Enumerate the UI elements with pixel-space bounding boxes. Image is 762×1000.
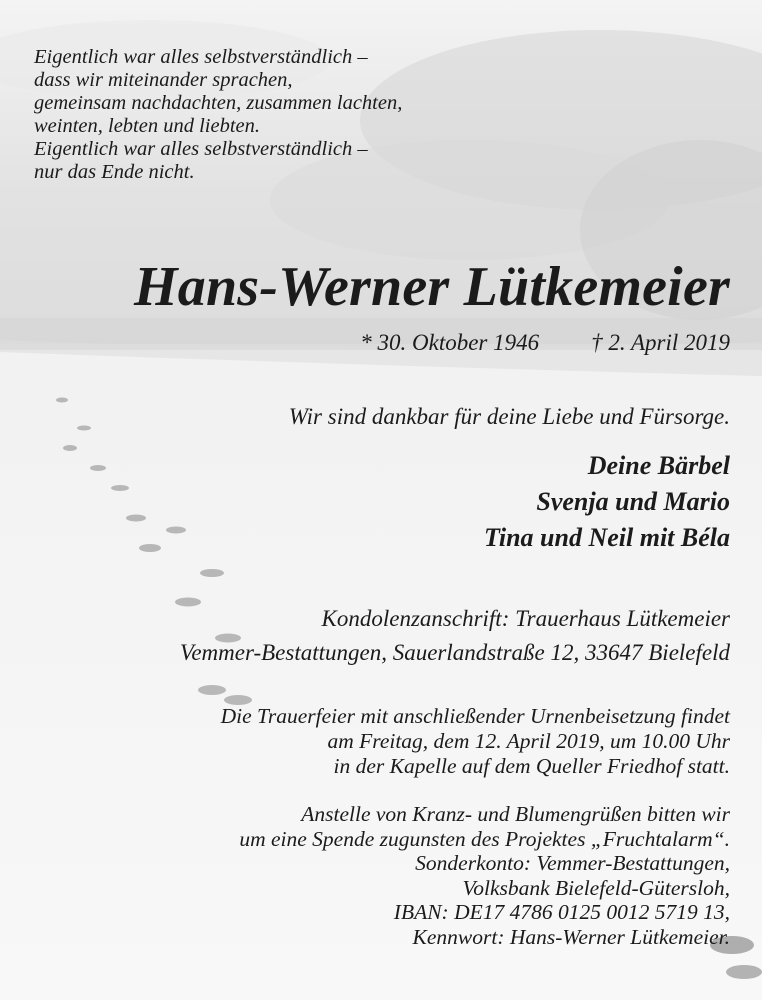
life-dates	[360, 328, 730, 358]
donation-line: Kennwort: Hans-Werner Lütkemeier.	[412, 924, 730, 949]
poem-line: Eigentlich war alles selbstverständlich –	[34, 138, 368, 160]
address-line: Vemmer-Bestattungen, Sauerlandstraße 12, 33647 Bielefeld	[179, 640, 730, 665]
death-date: † 2. April 2019	[591, 330, 730, 355]
donation-info	[0, 802, 730, 949]
poem-line: gemeinsam nachdachten, zusammen lachten,	[34, 92, 403, 114]
donation-line: um eine Spende zugunsten des Projektes „Fruchtalarm“.	[239, 826, 730, 851]
family-signatures	[0, 448, 730, 556]
donation-line: Sonderkonto: Vemmer-Bestattungen,	[415, 851, 730, 875]
poem-line: dass wir miteinander sprachen,	[34, 69, 293, 91]
donation-line: Volksbank Bielefeld-Gütersloh,	[462, 875, 730, 900]
donation-line: Anstelle von Kranz- und Blumengrüßen bitten wir	[301, 802, 730, 826]
ceremony-info	[0, 704, 730, 779]
poem	[34, 46, 402, 184]
thanks-line: Wir sind dankbar für deine Liebe und Fürsorge.	[288, 404, 730, 429]
address-line: Kondolenzanschrift: Trauerhaus Lütkemeier	[321, 606, 730, 631]
poem-line: Eigentlich war alles selbstverständlich –	[34, 46, 368, 68]
ceremony-line: in der Kapelle auf dem Queller Friedhof statt.	[333, 754, 730, 778]
birth-date: * 30. Oktober 1946	[360, 330, 540, 355]
donation-line: IBAN: DE17 4786 0125 0012 5719 13,	[393, 900, 730, 924]
condolence-address	[0, 602, 730, 670]
family-member: Tina und Neil mit Béla	[483, 523, 730, 552]
ceremony-line: Die Trauerfeier mit anschließender Urnenbeisetzung findet	[220, 704, 730, 728]
family-member: Svenja und Mario	[536, 487, 730, 516]
deceased-name: Hans-Werner Lütkemeier	[133, 256, 730, 318]
poem-line: weinten, lebten und liebten.	[34, 115, 261, 137]
poem-line: nur das Ende nicht.	[34, 161, 195, 183]
family-member: Deine Bärbel	[587, 451, 730, 480]
ceremony-line: am Freitag, dem 12. April 2019, um 10.00 Uhr	[327, 729, 730, 753]
